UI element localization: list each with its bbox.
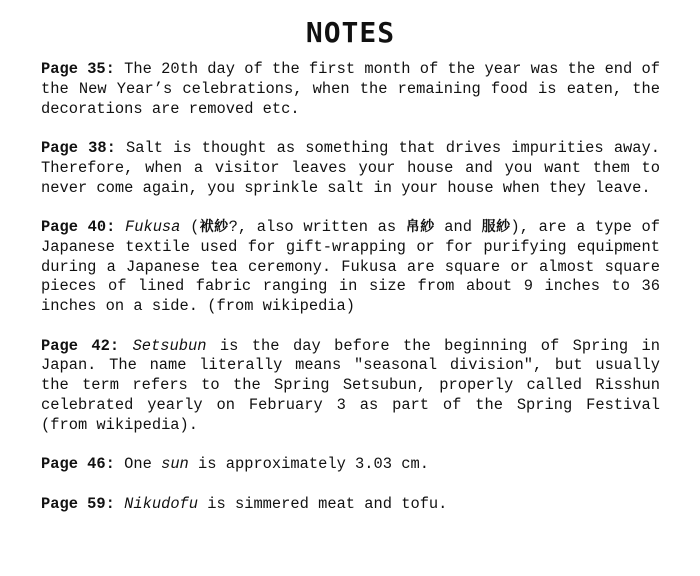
note-term: Nikudofu [124, 494, 199, 513]
note-label: Page 40: [41, 217, 116, 236]
kanji-term: 帛紗 [405, 218, 435, 235]
note-term: Fukusa [124, 217, 181, 236]
page-title: NOTES [305, 16, 396, 49]
note-text: Salt is thought as something that drives impurities away. Therefore, when a visitor leaves your house and you want them to never come again, you sprinkle salt in your house when they leave. [41, 138, 661, 197]
note-text: The 20th day of the first month of the year was the end of the New Year’s celebrations, when the remaining food is eaten, the decorations are removed etc. [41, 60, 660, 118]
note-term: Setsubun [132, 336, 207, 355]
notes-page [41, 18, 660, 534]
kanji-term: 袱紗 [199, 218, 229, 235]
note-page-59 [41, 495, 660, 515]
note-page-35 [41, 60, 660, 119]
note-page-38 [41, 139, 660, 198]
note-text: and [434, 217, 482, 236]
note-text: ?, also written as [228, 217, 406, 236]
note-text: ), are a type of Japanese textile used for gift-wrapping or for purifying equipment during a Japanese tea ceremony. Fukusa are square or almost square pieces of lined fabric ranging in size from about 9 inches to 36 inches on a side. (from wikipedia) [41, 217, 661, 316]
note-page-46 [41, 455, 660, 475]
note-label: Page 35: [41, 60, 115, 78]
note-term: sun [161, 455, 189, 474]
note-text: is simmered meat and tofu. [198, 494, 448, 513]
note-label: Page 42: [41, 336, 120, 355]
note-text: One [114, 455, 162, 474]
note-label: Page 38: [41, 138, 116, 157]
kanji-term: 服紗 [481, 218, 511, 235]
note-text: is the day before the beginning of Spring in Japan. The name literally means "seasonal division", but usually the term refers to the Spring Setsubun, properly called Risshun celebrated yearly on February 3 as part of the Spring Festival (from wikipedia). [41, 336, 660, 434]
note-page-42 [41, 337, 660, 436]
note-text: is approximately 3.03 cm. [188, 455, 429, 474]
note-label: Page 59: [41, 494, 115, 513]
note-text: ( [180, 217, 200, 236]
note-page-40 [41, 218, 660, 317]
note-label: Page 46: [41, 455, 115, 474]
